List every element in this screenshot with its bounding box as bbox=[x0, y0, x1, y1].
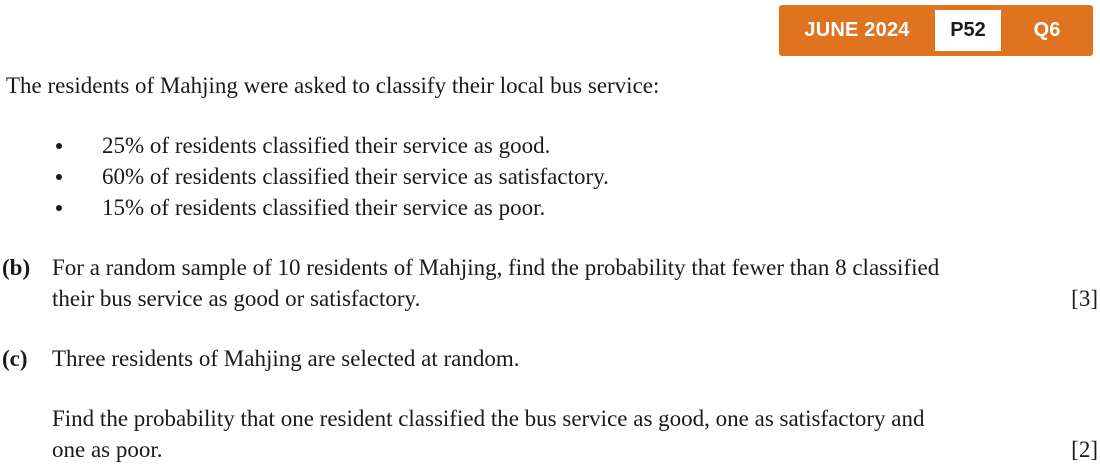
part-c-label: (c) bbox=[2, 346, 28, 371]
part-c-line-1: Three residents of Mahjing are selected at random. bbox=[52, 346, 520, 371]
list-item-text: 15% of residents classified their service as poor. bbox=[102, 195, 546, 220]
part-c-line-3-text: one as poor. bbox=[52, 437, 163, 462]
bullet-icon bbox=[56, 174, 62, 180]
question-number-label: Q6 bbox=[1033, 19, 1061, 41]
part-c-line-2: Find the probability that one resident classified the bus service as good, one as satisfactory and bbox=[52, 406, 925, 431]
question-intro: The residents of Mahjing were asked to classify their local bus service: bbox=[6, 73, 660, 98]
part-c-intro bbox=[52, 343, 1098, 374]
part-c-body bbox=[52, 403, 1098, 465]
part-c-line-3 bbox=[52, 434, 1098, 465]
bullet-icon bbox=[56, 143, 62, 149]
paper-code-label: P52 bbox=[935, 10, 1001, 51]
part-b-label: (b) bbox=[2, 255, 31, 280]
list-item bbox=[56, 192, 609, 223]
classification-list bbox=[56, 130, 609, 223]
list-item-text: 25% of residents classified their service as good. bbox=[102, 133, 551, 158]
list-item-text: 60% of residents classified their service as satisfactory. bbox=[102, 164, 609, 189]
part-b-marks: [3] bbox=[1071, 286, 1098, 311]
bullet-icon bbox=[56, 205, 62, 211]
question-reference-badge bbox=[779, 5, 1093, 56]
list-item bbox=[56, 130, 609, 161]
list-item bbox=[56, 161, 609, 192]
part-b-line-1: For a random sample of 10 residents of Mahjing, find the probability that fewer than 8 classified bbox=[52, 255, 940, 280]
exam-session-label: JUNE 2024 bbox=[804, 19, 910, 41]
part-c-marks: [2] bbox=[1071, 437, 1098, 462]
part-b-body bbox=[52, 252, 1098, 314]
part-b-line-2 bbox=[52, 283, 1098, 314]
part-b-line-2-text: their bus service as good or satisfactory. bbox=[52, 286, 421, 311]
